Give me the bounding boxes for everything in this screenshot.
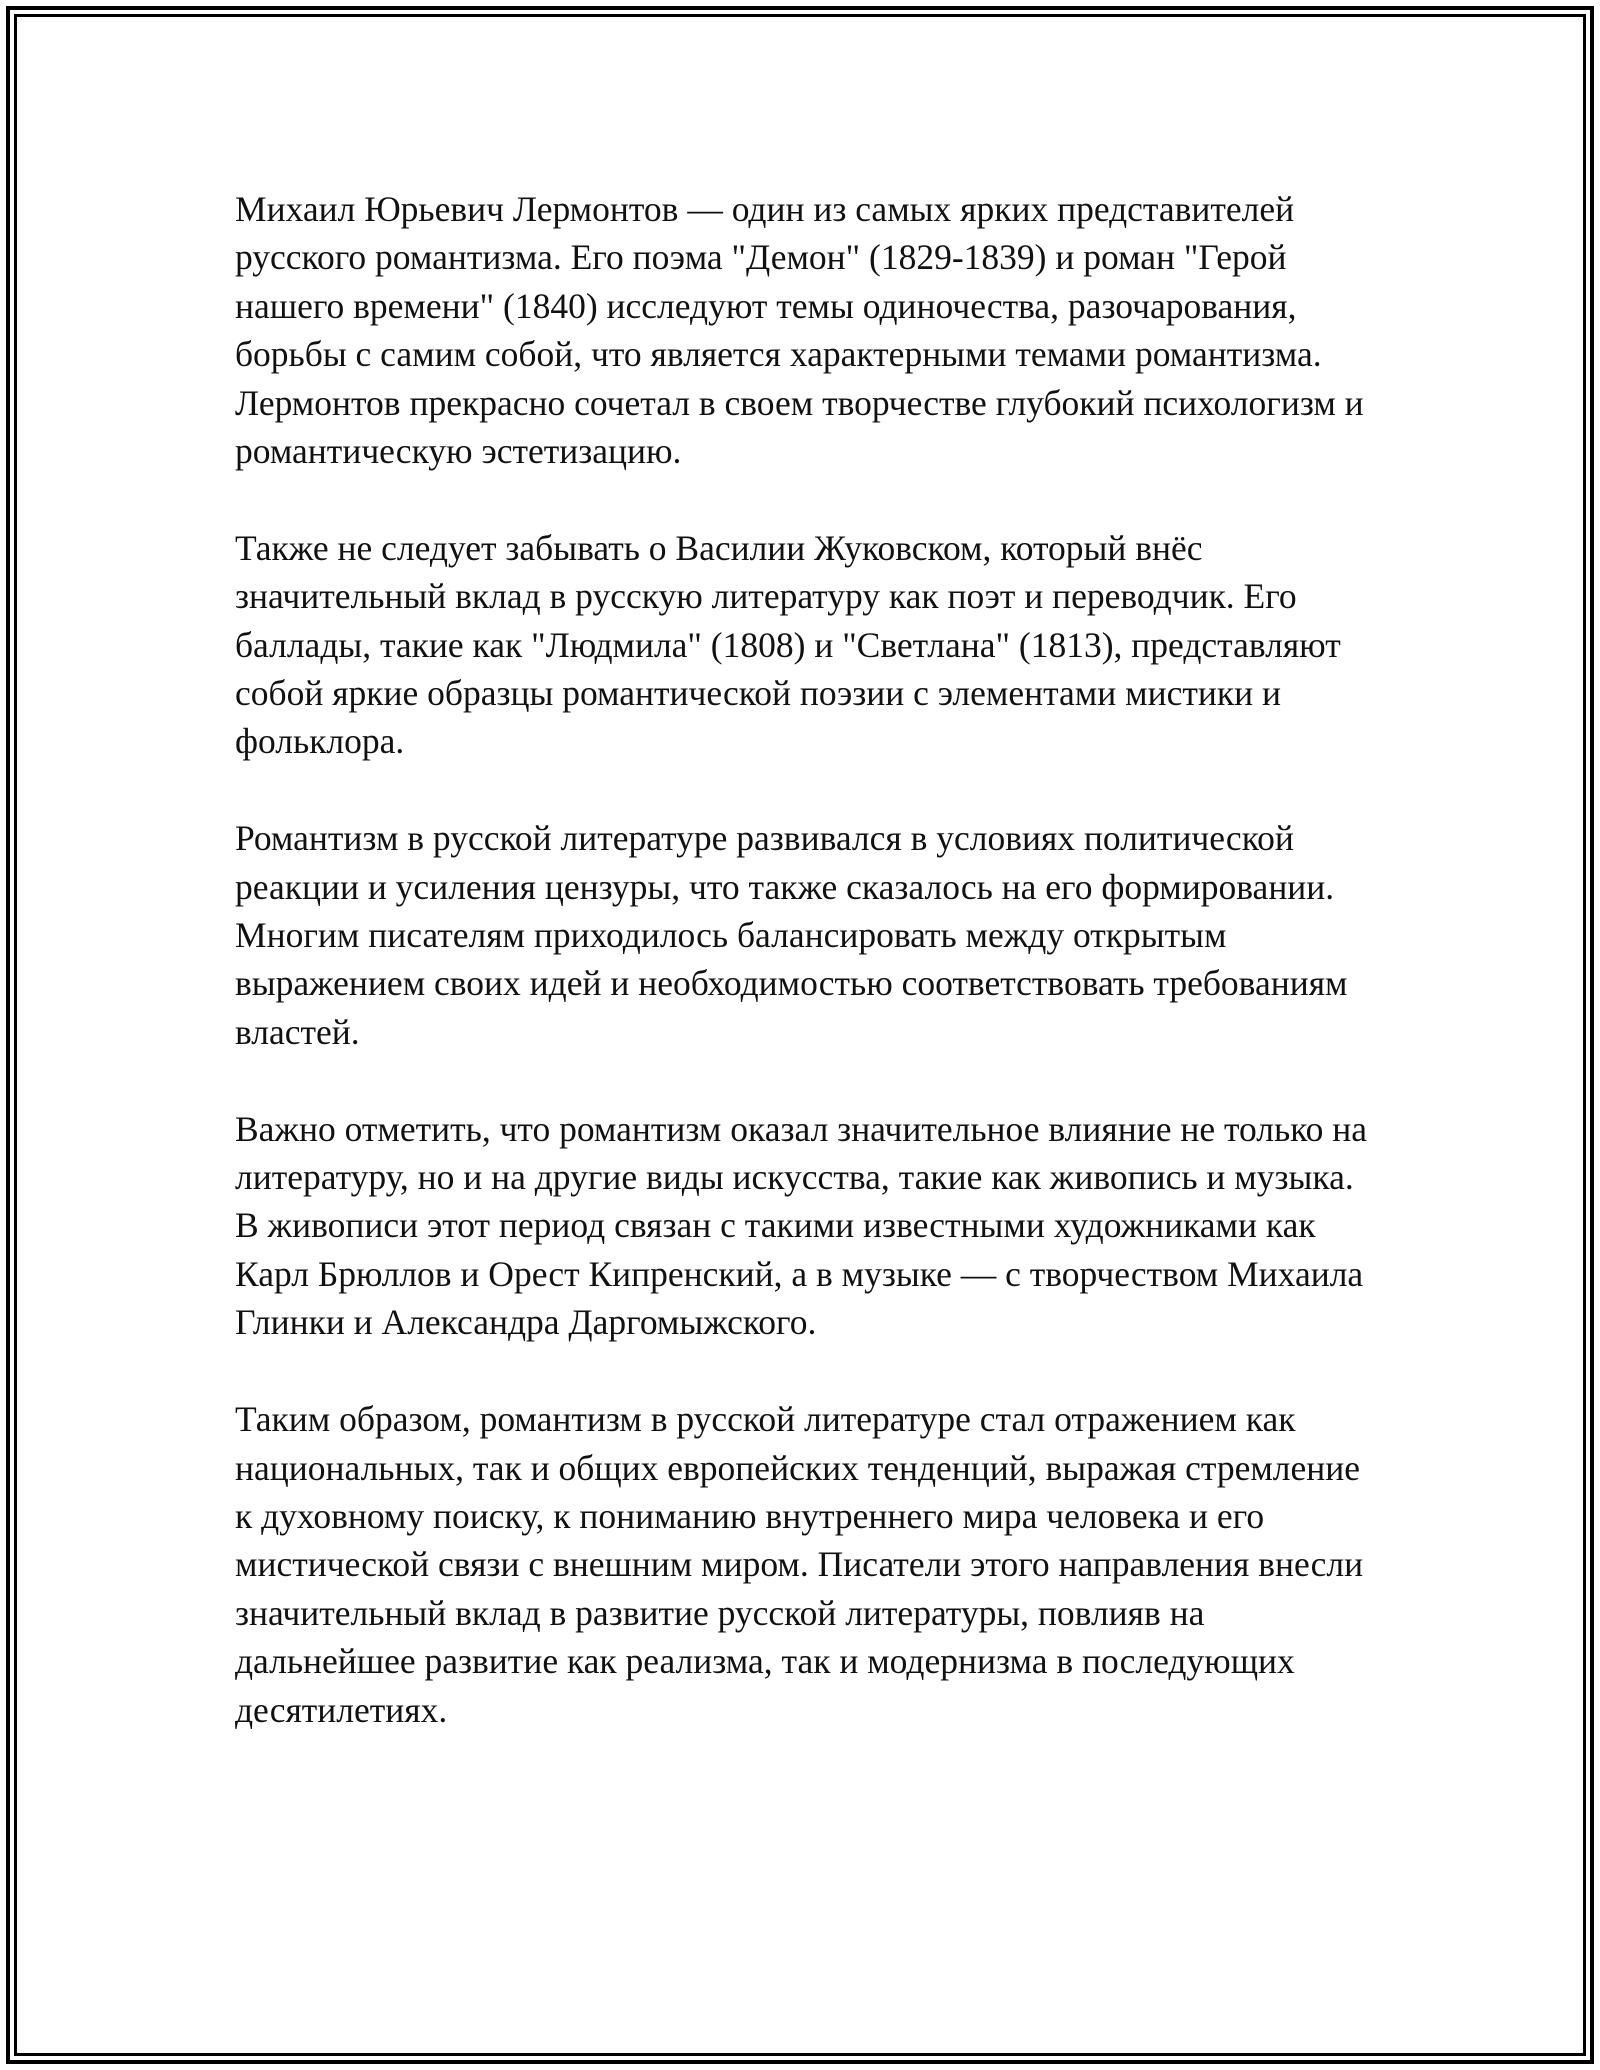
paragraph-zhukovsky: Также не следует забывать о Василии Жуковском, который внёс значительный вклад в русскую литературу как поэт и переводчик. Его баллады, такие как "Людмила" (1808) и "Светлана" (1813), представляют собой яркие образцы романтической поэзии с элементами мистики и фольклора.	[235, 527, 1341, 762]
paragraph-lermontov: Михаил Юрьевич Лермонтов — один из самых ярких представителей русского романтизма. Его поэма "Демон" (1829-1839) и роман "Герой нашего времени" (1840) исследуют темы одиночества, разочарования, борьбы с самим собой, что является характерными темами романтизма. Лермонтов прекрасно сочетал в своем творчестве глубокий психологизм и романтическую эстетизацию.	[235, 189, 1364, 472]
paragraph-conclusion: Таким образом, романтизм в русской литературе стал отражением как национальных, так и общих европейских тенденций, выражая стремление к духовному поиску, к пониманию внутреннего мира человека и его мистической связи с внешним миром. Писатели этого направления внесли значительный вклад в развитие русской литературы, повлияв на дальнейшее развитие как реализма, так и модернизма в последующих десятилетиях.	[235, 1399, 1364, 1730]
paragraph-arts-influence: Важно отметить, что романтизм оказал значительное влияние не только на литературу, но и на другие виды искусства, такие как живопись и музыка. В живописи этот период связан с такими известными художниками как Карл Брюллов и Орест Кипренский, а в музыке — с творчеством Михаила Глинки и Александра Даргомыжского.	[235, 1108, 1368, 1343]
document-body	[235, 185, 1380, 1734]
paragraph-censorship: Романтизм в русской литературе развивался в условиях политической реакции и усиления цензуры, что также сказалось на его формировании. Многим писателям приходилось балансировать между открытым выражением своих идей и необходимостью соответствовать требованиям властей.	[235, 818, 1348, 1052]
